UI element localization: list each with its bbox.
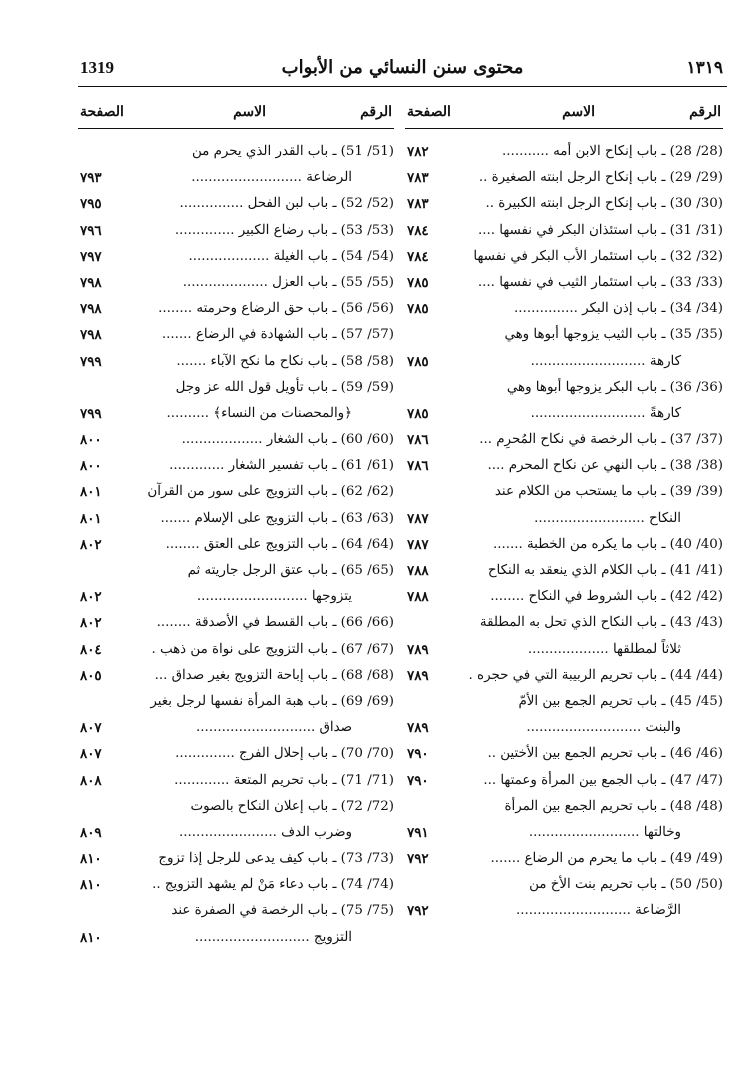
entry-text: (58/ 58) ـ باب نكاح ما نكح الآباء ....... — [176, 353, 394, 369]
entry-text: (29/ 29) ـ باب إنكاح الرجل ابنته الصغيرة .. — [478, 170, 723, 186]
list-item — [78, 715, 394, 741]
entry-text: (59/ 59) ـ باب تأويل قول الله عز وجل — [175, 379, 394, 395]
entry-text: (45/ 45) ـ باب تحريم الجمع بين الأمّ — [518, 693, 723, 709]
entry-text: كارهة ........................... — [530, 353, 681, 369]
list-item — [405, 637, 723, 663]
list-item — [405, 296, 723, 322]
entry-page: ٧٩٨ — [80, 301, 102, 318]
entry-text: (75/ 75) ـ باب الرخصة في الصفرة عند — [171, 903, 394, 919]
list-item — [78, 689, 394, 715]
entry-text: (39/ 39) ـ باب ما يستحب من الكلام عند — [494, 484, 723, 500]
header-page: الصفحة — [80, 104, 124, 120]
list-item — [405, 584, 723, 610]
entry-text: (52/ 52) ـ باب لبن الفحل ............... — [179, 196, 394, 212]
list-item — [405, 165, 723, 191]
entry-page: ٧٩١ — [407, 824, 429, 841]
list-item — [405, 270, 723, 296]
list-item — [78, 610, 394, 636]
entry-page: ٧٨٦ — [407, 458, 429, 475]
entry-page: ٧٨٤ — [407, 222, 429, 239]
list-item — [78, 532, 394, 558]
list-item — [78, 794, 394, 820]
entry-page: ٧٨٥ — [407, 405, 429, 422]
entry-text: (44/ 44) ـ باب تحريم الربيبة التي في حجره . — [468, 667, 723, 683]
entry-page: ٧٨٤ — [407, 248, 429, 265]
list-item — [405, 689, 723, 715]
entry-page: ٧٨٧ — [407, 536, 429, 553]
entry-page: ٧٩٩ — [80, 353, 102, 370]
entry-page: ٨٠١ — [80, 510, 102, 527]
list-item — [78, 244, 394, 270]
entry-text: (66/ 66) ـ باب القسط في الأصدقة ........ — [156, 615, 394, 631]
list-item — [78, 637, 394, 663]
entry-page: ٨٠٢ — [80, 589, 102, 606]
entry-text: ثلاثاً لمطلقها ................... — [527, 641, 681, 657]
entry-text: (30/ 30) ـ باب إنكاح الرجل ابنته الكبيرة .. — [485, 196, 723, 212]
list-item — [405, 139, 723, 165]
entry-text: (33/ 33) ـ باب استئمار الثيب في نفسها .... — [477, 274, 723, 290]
entry-text: (62/ 62) ـ باب التزويج على سور من القرآن — [147, 484, 394, 500]
entry-page: ٨٠٧ — [80, 720, 102, 737]
entry-text: (74/ 74) ـ باب دعاء مَنْ لم يشهد التزويج .. — [152, 877, 394, 893]
list-item — [78, 349, 394, 375]
list-item — [405, 191, 723, 217]
list-item — [78, 270, 394, 296]
entry-text: (63/ 63) ـ باب التزويج على الإسلام ....... — [160, 510, 394, 526]
entry-page: ٧٩٥ — [80, 196, 102, 213]
entry-page: ٧٨٩ — [407, 667, 429, 684]
entry-page: ٨٠٥ — [80, 667, 102, 684]
entry-page: ٧٩٢ — [407, 903, 429, 920]
entry-page: ٧٨٣ — [407, 170, 429, 187]
entry-page: ٧٨٦ — [407, 432, 429, 449]
entry-text: (53/ 53) ـ باب رضاع الكبير .............. — [174, 222, 394, 238]
header-number: الرقم — [689, 104, 721, 120]
entry-list — [78, 139, 394, 951]
header-name: الاسم — [562, 104, 595, 120]
list-item — [78, 898, 394, 924]
entry-page: ٧٩٩ — [80, 405, 102, 422]
entry-page: ٧٨٧ — [407, 510, 429, 527]
entry-page: ٨١٠ — [80, 929, 102, 946]
list-item — [405, 453, 723, 479]
list-item — [78, 139, 394, 165]
list-item — [405, 715, 723, 741]
entry-text: (61/ 61) ـ باب تفسير الشغار ............. — [169, 458, 394, 474]
list-item — [405, 610, 723, 636]
entry-text: (36/ 36) ـ باب البكر يزوجها أبوها وهي — [506, 379, 723, 395]
page-number-latin: 1319 — [80, 58, 114, 77]
header-number: الرقم — [360, 104, 392, 120]
entry-text: (50/ 50) ـ باب تحريم بنت الأخ من — [529, 877, 723, 893]
entry-text: (54/ 54) ـ باب الغيلة ................... — [188, 248, 394, 264]
entry-text: (69/ 69) ـ باب هبة المرأة نفسها لرجل بغير — [150, 693, 394, 709]
entry-text: (32/ 32) ـ باب استئمار الأب البكر في نفسها — [473, 248, 723, 264]
list-item — [78, 322, 394, 348]
list-item — [405, 558, 723, 584]
entry-page: ٧٨٨ — [407, 563, 429, 579]
entry-text: وخالتها .......................... — [528, 824, 681, 840]
header-name: الاسم — [233, 104, 266, 120]
entry-text: (68/ 68) ـ باب إباحة التزويج بغير صداق ... — [154, 667, 394, 683]
entry-text: ﴿والمحصنات من النساء﴾ .......... — [166, 405, 352, 421]
list-item — [78, 296, 394, 322]
list-item — [78, 768, 394, 794]
list-item — [405, 741, 723, 767]
entry-text: (37/ 37) ـ باب الرخصة في نكاح المُحرِم ... — [479, 432, 723, 448]
list-item — [405, 218, 723, 244]
entry-page: ٧٩٦ — [80, 222, 102, 239]
entry-text: (65/ 65) ـ باب عتق الرجل جاريته ثم — [187, 563, 394, 578]
entry-page: ٨٠١ — [80, 484, 102, 501]
list-item — [405, 479, 723, 505]
entry-page: ٧٩٣ — [80, 170, 102, 187]
entry-text: (72/ 72) ـ باب إعلان النكاح بالصوت — [190, 798, 394, 814]
entry-text: (42/ 42) ـ باب الشروط في النكاح ........ — [490, 589, 723, 605]
list-item — [405, 820, 723, 846]
entry-text: (41/ 41) ـ باب الكلام الذي ينعقد به النكاح — [487, 563, 723, 578]
entry-page: ٨١٠ — [80, 877, 102, 894]
entry-text: (60/ 60) ـ باب الشغار ................... — [181, 432, 394, 448]
entry-page: ٧٩٧ — [80, 248, 102, 265]
entry-text: (57/ 57) ـ باب الشهادة في الرضاع ....... — [161, 327, 394, 343]
list-item — [78, 453, 394, 479]
list-item — [405, 506, 723, 532]
entry-page: ٧٩٨ — [80, 274, 102, 291]
entry-page: ٧٩٢ — [407, 851, 429, 868]
entry-text: صداق ............................ — [196, 720, 352, 736]
entry-page: ٨٠٧ — [80, 746, 102, 763]
header-page: الصفحة — [407, 104, 451, 120]
entry-page: ٨٠٤ — [80, 641, 102, 658]
entry-text: (43/ 43) ـ باب النكاح الذي تحل به المطلقة — [479, 615, 723, 631]
entry-text: الرَّضاعة ........................... — [516, 903, 681, 919]
page-title: محتوى سنن النسائي من الأبواب — [281, 57, 524, 78]
list-item — [78, 427, 394, 453]
entry-text: يتزوجها .......................... — [196, 589, 352, 605]
list-item — [78, 925, 394, 951]
column-header — [405, 100, 723, 129]
list-item — [78, 872, 394, 898]
running-header — [78, 54, 727, 87]
left-column — [78, 100, 394, 951]
list-item — [78, 401, 394, 427]
entry-page: ٨٠٢ — [80, 536, 102, 553]
list-item — [405, 846, 723, 872]
entry-page: ٧٨٢ — [407, 144, 429, 160]
entry-page: ٨١٠ — [80, 851, 102, 868]
entry-page: ٨٠٠ — [80, 432, 102, 449]
list-item — [405, 872, 723, 898]
entry-text: (40/ 40) ـ باب ما يكره من الخطبة ....... — [492, 536, 723, 552]
entry-text: (70/ 70) ـ باب إحلال الفرج .............. — [175, 746, 394, 762]
entry-text: (48/ 48) ـ باب تحريم الجمع بين المرأة — [504, 798, 723, 814]
entry-text: (64/ 64) ـ باب التزويج على العتق ........ — [165, 536, 394, 552]
entry-text: (31/ 31) ـ باب استئذان البكر في نفسها .... — [478, 222, 723, 238]
entry-list — [405, 139, 723, 925]
entry-text: الرضاعة .......................... — [191, 170, 352, 186]
list-item — [405, 349, 723, 375]
entry-page: ٧٩٨ — [80, 327, 102, 344]
entry-page: ٧٨٩ — [407, 720, 429, 737]
entry-page: ٧٨٥ — [407, 301, 429, 318]
list-item — [78, 375, 394, 401]
entry-text: (38/ 38) ـ باب النهي عن نكاح المحرم .... — [487, 458, 723, 474]
entry-text: والبنت ........................... — [526, 720, 681, 736]
entry-text: كارهةً ........................... — [530, 405, 681, 421]
list-item — [78, 506, 394, 532]
entry-text: (67/ 67) ـ باب التزويج على نواة من ذهب . — [151, 641, 394, 657]
entry-text: (55/ 55) ـ باب العزل .................... — [182, 274, 394, 290]
list-item — [405, 322, 723, 348]
list-item — [78, 191, 394, 217]
entry-page: ٧٨٥ — [407, 353, 429, 370]
list-item — [405, 898, 723, 924]
entry-page: ٧٩٠ — [407, 772, 429, 789]
entry-text: (28/ 28) ـ باب إنكاح الابن أمه ........... — [502, 144, 723, 159]
list-item — [78, 846, 394, 872]
entry-text: (71/ 71) ـ باب تحريم المتعة ............. — [174, 772, 394, 788]
entry-page: ٧٩٠ — [407, 746, 429, 763]
entry-page: ٧٨٣ — [407, 196, 429, 213]
entry-text: (73/ 73) ـ باب كيف يدعى للرجل إذا تزوج — [158, 851, 394, 867]
entry-text: النكاح .......................... — [534, 510, 681, 526]
list-item — [405, 375, 723, 401]
list-item — [405, 768, 723, 794]
column-header — [78, 100, 394, 129]
list-item — [78, 479, 394, 505]
entry-page: ٨٠٠ — [80, 458, 102, 475]
entry-text: (49/ 49) ـ باب ما يحرم من الرضاع ....... — [490, 851, 723, 867]
entry-text: (46/ 46) ـ باب تحريم الجمع بين الأختين .. — [487, 746, 723, 762]
entry-page: ٨٠٩ — [80, 824, 102, 841]
entry-text: (47/ 47) ـ باب الجمع بين المرأة وعمتها ... — [483, 772, 723, 788]
list-item — [405, 244, 723, 270]
entry-text: (34/ 34) ـ باب إذن البكر ............... — [514, 301, 723, 317]
list-item — [405, 663, 723, 689]
right-column — [405, 100, 723, 925]
list-item — [78, 584, 394, 610]
list-item — [405, 794, 723, 820]
entry-text: (35/ 35) ـ باب الثيب يزوجها أبوها وهي — [504, 327, 723, 343]
entry-text: التزويج ........................... — [194, 929, 352, 945]
list-item — [78, 218, 394, 244]
entry-page: ٧٨٨ — [407, 589, 429, 606]
entry-text: (51/ 51) ـ باب القدر الذي يحرم من — [191, 144, 394, 159]
list-item — [78, 558, 394, 584]
entry-page: ٧٨٩ — [407, 641, 429, 658]
list-item — [78, 741, 394, 767]
entry-text: (56/ 56) ـ باب حق الرضاع وحرمته ........ — [158, 301, 394, 317]
list-item — [78, 663, 394, 689]
list-item — [78, 165, 394, 191]
entry-page: ٨٠٨ — [80, 772, 102, 789]
page-number-arabic: ١٣١٩ — [686, 58, 723, 78]
list-item — [405, 401, 723, 427]
entry-page: ٧٨٥ — [407, 274, 429, 291]
list-item — [405, 532, 723, 558]
entry-page: ٨٠٢ — [80, 615, 102, 632]
list-item — [78, 820, 394, 846]
list-item — [405, 427, 723, 453]
entry-text: وضرب الدف ....................... — [179, 824, 352, 840]
